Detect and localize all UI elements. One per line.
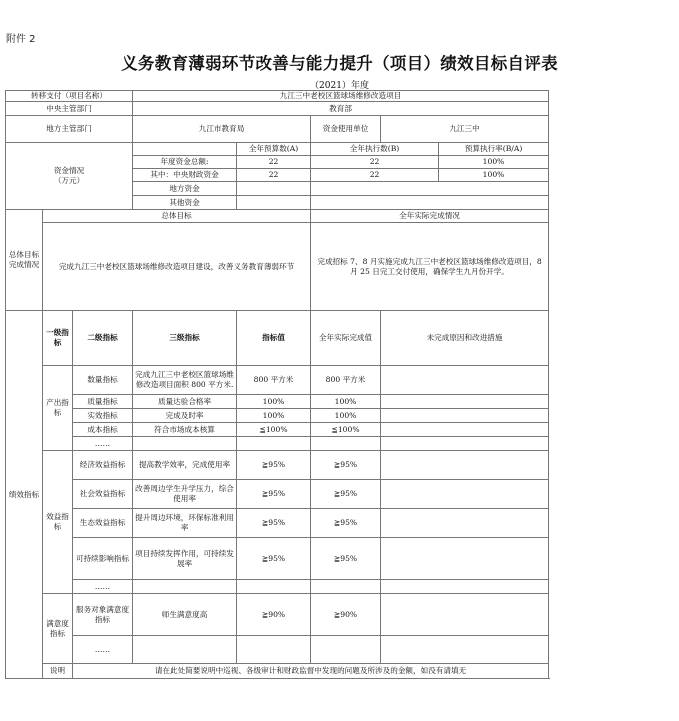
benefit-level2: …… [73,580,133,594]
table-row [6,480,549,509]
output-level3: 符合市场成本核算 [133,423,237,437]
goals-actual-header: 全年实际完成情况 [311,210,549,223]
table-row [6,451,549,480]
benefit-reason [381,538,549,580]
funds-local-rest [311,182,549,196]
funds-central-exec: 22 [311,169,439,182]
output-actual: 100% [311,395,381,409]
goals-side-label: 总体目标完成情况 [6,210,43,311]
output-value: ≦100% [237,423,311,437]
central-dept-value: 教育部 [133,102,549,116]
funds-header-blank [133,143,237,156]
project-row [6,91,549,102]
funds-other-budget [237,196,311,210]
benefit-level3: 提升周边环境，环保标准利用率 [133,509,237,538]
output-reason [381,437,549,451]
header-level2: 二级指标 [73,311,133,366]
benefit-label: 效益指标 [43,451,73,594]
funds-total-budget: 22 [237,156,311,169]
satisfaction-actual [311,636,381,664]
satisfaction-level3 [133,636,237,664]
benefit-level3: 改善周边学生升学压力，综合使用率 [133,480,237,509]
funds-central-rate: 100% [439,169,549,182]
benefit-value [237,580,311,594]
funds-label-line2: （万元） [53,176,85,185]
local-dept-value: 九江市教育局 [133,116,311,143]
attachment-label: 附件 2 [6,34,36,45]
header-actual: 全年实际完成值 [311,311,381,366]
page-title: 义务教育薄弱环节改善与能力提升（项目）绩效目标自评表 [121,54,558,73]
benefit-level2: 经济效益指标 [73,451,133,480]
table-row [6,409,549,423]
funds-header-row [6,143,549,156]
indicators-side-label: 绩效指标 [6,311,43,679]
project-label: 转移支付（项目名称） [6,91,133,102]
year-label: （2021）年度 [310,81,369,91]
satisfaction-reason [381,636,549,664]
note-label: 说明 [43,664,73,679]
satisfaction-actual: ≧90% [311,594,381,636]
satisfaction-value: ≧90% [237,594,311,636]
benefit-reason [381,580,549,594]
note-row [6,664,549,679]
header-reason: 未完成原因和改进措施 [381,311,549,366]
output-reason [381,366,549,395]
header-level3: 三级指标 [133,311,237,366]
goals-overall-header: 总体目标 [43,210,311,223]
benefit-actual: ≧95% [311,480,381,509]
output-value: 100% [237,409,311,423]
funds-col-rate: 预算执行率(B/A) [439,143,549,156]
output-actual: ≦100% [311,423,381,437]
central-dept-row [6,102,549,116]
table-row [6,366,549,395]
fund-unit-value: 九江三中 [381,116,549,143]
project-value: 九江三中老校区篮球场维修改造项目 [133,91,549,102]
note-text: 请在此处简要说明中巡视、各级审计和财政监督中发现的问题及所涉及的金额，如没有请填无 [73,664,549,679]
output-level2: 质量指标 [73,395,133,409]
funds-total-exec: 22 [311,156,439,169]
output-actual: 100% [311,409,381,423]
funds-label [6,143,133,210]
table-row [6,423,549,437]
funds-col-budget: 全年预算数(A) [237,143,311,156]
output-label: 产出指标 [43,366,73,451]
output-level2: 实效指标 [73,409,133,423]
header-value: 指标值 [237,311,311,366]
output-reason [381,409,549,423]
benefit-actual: ≧95% [311,451,381,480]
goals-actual-text: 完成招标 7、8 月实施完成九江三中老校区篮球场维修改造项目，8 月 25 日完工交付使用，确保学生九月份开学。 [311,223,549,311]
benefit-level2: 可持续影响指标 [73,538,133,580]
table-row [6,636,549,664]
central-dept-label: 中央主管部门 [6,102,133,116]
benefit-level2: 生态效益指标 [73,509,133,538]
benefit-actual: ≧95% [311,509,381,538]
satisfaction-reason [381,594,549,636]
benefit-level3 [133,580,237,594]
table-row [6,594,549,636]
output-reason [381,423,549,437]
goals-content-row [6,223,549,311]
benefit-level3: 提高教学效率，完成使用率 [133,451,237,480]
local-dept-label: 地方主管部门 [6,116,133,143]
satisfaction-value [237,636,311,664]
funds-other-label: 其他资金 [133,196,237,210]
satisfaction-label: 满意度指标 [43,594,73,664]
output-actual [311,437,381,451]
output-actual: 800 平方米 [311,366,381,395]
output-level3: 完成九江三中老校区篮球场维修改造项目面积 800 平方米. [133,366,237,395]
benefit-level3: 项目持续发挥作用，可持续发展率 [133,538,237,580]
benefit-actual: ≧95% [311,538,381,580]
satisfaction-level2: 服务对象满意度指标 [73,594,133,636]
table-row [6,395,549,409]
benefit-reason [381,509,549,538]
funds-other-rest [311,196,549,210]
benefit-reason [381,451,549,480]
output-level2: 成本指标 [73,423,133,437]
output-level2: 数量指标 [73,366,133,395]
benefit-value: ≧95% [237,480,311,509]
output-value [237,437,311,451]
funds-central-label: 其中：中央财政资金 [133,169,237,182]
output-level3: 质量达验合格率 [133,395,237,409]
fund-unit-label: 资金使用单位 [311,116,381,143]
table-row [6,580,549,594]
funds-central-budget: 22 [237,169,311,182]
goals-overall-text: 完成九江三中老校区篮球场维修改造项目建设，改善义务教育薄弱环节 [43,223,311,311]
table-row [6,509,549,538]
benefit-value: ≧95% [237,538,311,580]
table-row [6,437,549,451]
funds-total-rate: 100% [439,156,549,169]
satisfaction-level2: …… [73,636,133,664]
output-level3 [133,437,237,451]
benefit-level2: 社会效益指标 [73,480,133,509]
output-value: 100% [237,395,311,409]
goals-header-row [6,210,549,223]
funds-total-label: 年度资金总额: [133,156,237,169]
output-reason [381,395,549,409]
benefit-reason [381,480,549,509]
funds-col-exec: 全年执行数(B) [311,143,439,156]
table-row [6,538,549,580]
benefit-value: ≧95% [237,451,311,480]
evaluation-table [5,90,549,679]
header-level1: 一级指标 [43,311,73,366]
indicators-header-row [6,311,549,366]
output-level2: …… [73,437,133,451]
funds-local-label: 地方资金 [133,182,237,196]
benefit-value: ≧95% [237,509,311,538]
satisfaction-level3: 师生满意度高 [133,594,237,636]
output-value: 800 平方米 [237,366,311,395]
funds-local-budget [237,182,311,196]
output-level3: 完成及时率 [133,409,237,423]
funds-label-line1: 资金情况 [53,166,85,176]
benefit-actual [311,580,381,594]
local-dept-row [6,116,549,143]
